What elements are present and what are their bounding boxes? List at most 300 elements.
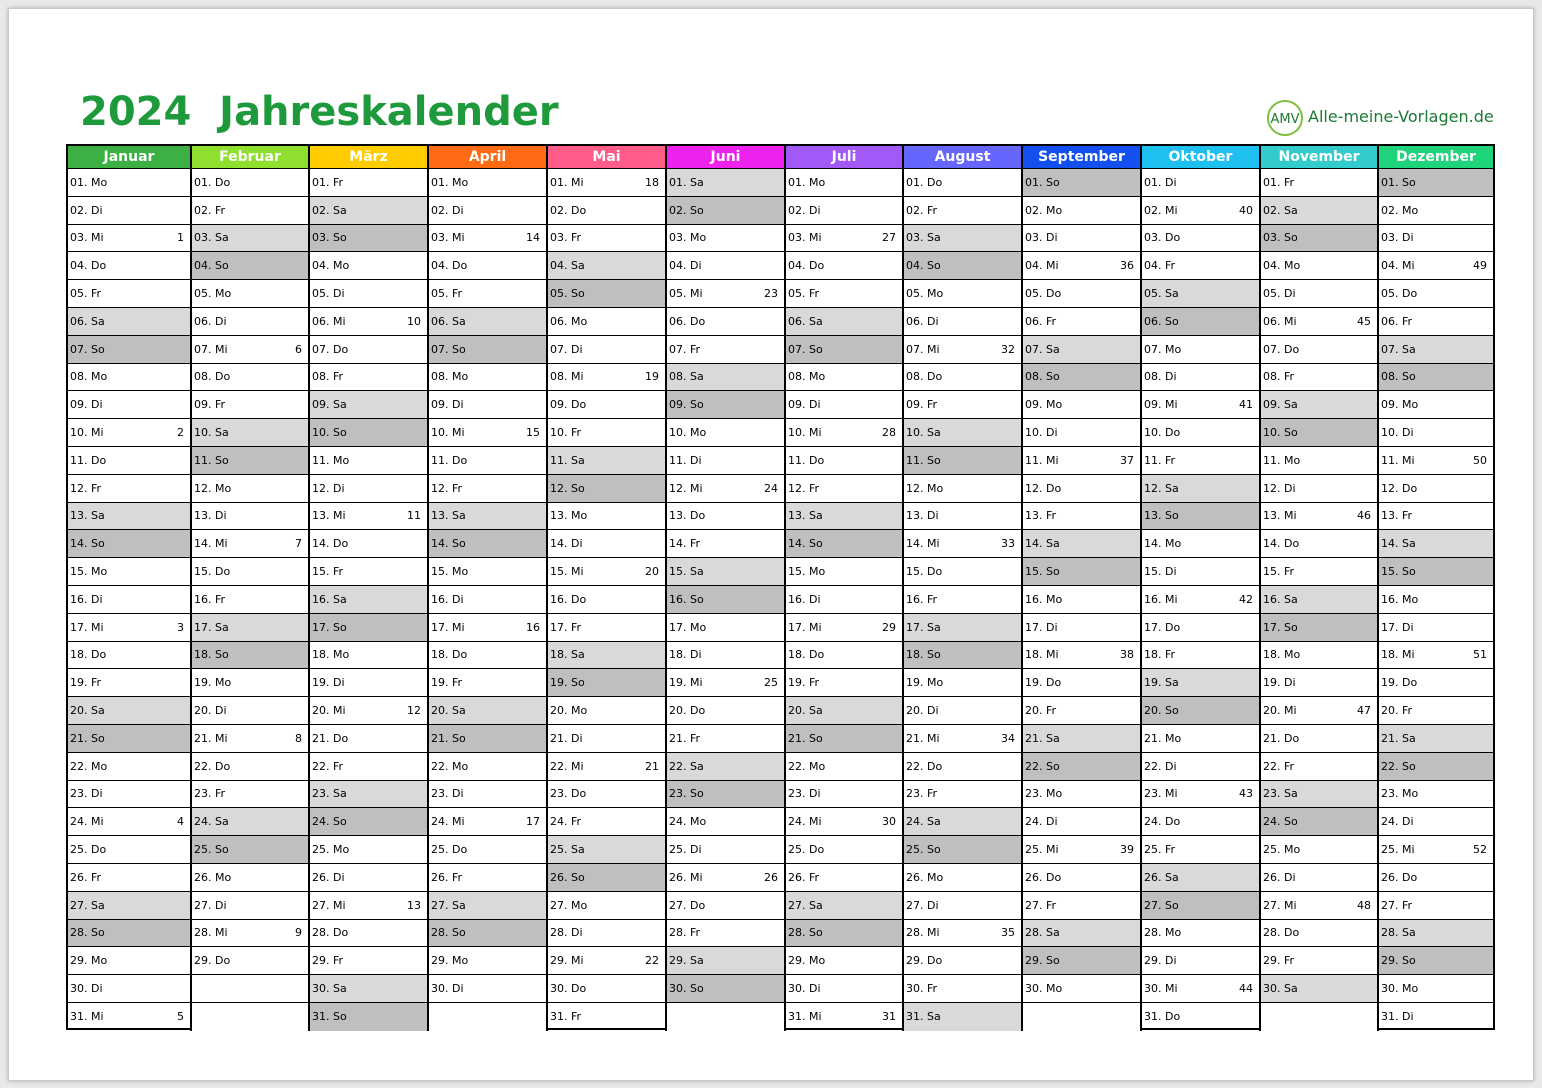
day-label: 16. Sa: [312, 592, 347, 606]
day-label: 06. Sa: [431, 314, 466, 328]
day-cell: [786, 836, 902, 864]
day-cell: [192, 391, 308, 419]
day-cell: [548, 558, 665, 586]
day-cell: [1261, 308, 1377, 336]
day-label: 15. Mo: [70, 565, 108, 579]
day-label: 21. Sa: [1381, 731, 1416, 745]
week-number: 9: [295, 926, 302, 940]
day-label: 08. Di: [1144, 370, 1177, 384]
day-label: 08. So: [1381, 370, 1416, 384]
day-cell: [548, 781, 665, 809]
day-cell: [429, 725, 546, 753]
day-label: 04. Mi: [1381, 259, 1415, 273]
day-cell: [1261, 364, 1377, 392]
day-label: 29. Do: [194, 954, 231, 968]
day-cell: [548, 391, 665, 419]
day-cell: [904, 836, 1021, 864]
day-cell: [1261, 697, 1377, 725]
day-label: 02. Sa: [1263, 203, 1298, 217]
day-cell: [429, 586, 546, 614]
day-cell: [1023, 975, 1140, 1003]
day-cell: [1142, 642, 1259, 670]
day-label: 21. Sa: [1025, 731, 1060, 745]
day-label: 06. Fr: [1381, 314, 1413, 328]
day-label: 15. Fr: [1263, 565, 1295, 579]
day-cell: [429, 197, 546, 225]
day-label: 10. Mo: [669, 426, 707, 440]
day-cell: [68, 892, 190, 920]
day-label: 21. Fr: [669, 731, 701, 745]
day-label: 18. Mo: [312, 648, 350, 662]
day-label: 07. Mi: [194, 342, 228, 356]
day-cell: [667, 864, 784, 892]
day-label: 14. So: [788, 537, 823, 551]
day-cell: [1142, 725, 1259, 753]
day-cell: [1379, 808, 1493, 836]
day-label: 27. Di: [906, 898, 939, 912]
day-label: 26. Di: [312, 870, 345, 884]
day-cell: [1142, 225, 1259, 253]
day-cell: [1379, 725, 1493, 753]
day-cell: [548, 364, 665, 392]
day-cell: [904, 920, 1021, 948]
day-cell: [548, 586, 665, 614]
day-label: 24. Di: [1381, 815, 1414, 829]
day-cell: [548, 530, 665, 558]
day-label: 15. Fr: [312, 565, 344, 579]
day-cell: [1379, 503, 1493, 531]
day-cell: [1142, 252, 1259, 280]
day-label: 25. Do: [70, 843, 107, 857]
day-label: 15. So: [1025, 565, 1060, 579]
day-cell: [192, 614, 308, 642]
day-label: 19. Fr: [788, 676, 820, 690]
day-label: 28. Mi: [194, 926, 228, 940]
month-header: August: [904, 146, 1021, 169]
day-label: 27. Mi: [1263, 898, 1297, 912]
week-number: 47: [1357, 704, 1371, 718]
month-column-juni: [665, 146, 784, 1031]
day-label: 14. Mi: [906, 537, 940, 551]
day-cell: [68, 419, 190, 447]
day-label: 11. Di: [669, 453, 702, 467]
day-label: 20. Sa: [70, 704, 105, 718]
day-cell: [429, 336, 546, 364]
week-number: 32: [1001, 342, 1015, 356]
day-label: 26. Mo: [194, 870, 232, 884]
day-label: 08. Fr: [1263, 370, 1295, 384]
day-label: 14. Di: [550, 537, 583, 551]
day-label: 08. Mo: [431, 370, 469, 384]
day-label: 09. Sa: [1263, 398, 1298, 412]
day-label: 03. Fr: [550, 231, 582, 245]
day-label: 31. Sa: [906, 1010, 941, 1024]
day-label: 11. Mi: [1025, 453, 1059, 467]
day-label: 28. Sa: [1025, 926, 1060, 940]
day-cell: [667, 808, 784, 836]
day-cell: [904, 614, 1021, 642]
day-cell: [310, 781, 427, 809]
day-label: 13. Fr: [1025, 509, 1057, 523]
day-cell: [667, 920, 784, 948]
day-cell: [429, 753, 546, 781]
day-cell: [192, 475, 308, 503]
day-label: 10. Sa: [906, 426, 941, 440]
day-label: 28. Mo: [1144, 926, 1182, 940]
day-label: 10. Mi: [70, 426, 104, 440]
day-label: 03. Mi: [70, 231, 104, 245]
day-cell: [904, 586, 1021, 614]
day-cell: [1379, 252, 1493, 280]
day-cell: [1379, 586, 1493, 614]
day-cell: [667, 836, 784, 864]
day-label: 05. Fr: [788, 287, 820, 301]
day-label: 31. Mi: [788, 1010, 822, 1024]
day-label: 24. Sa: [906, 815, 941, 829]
day-cell: [310, 225, 427, 253]
day-label: 12. Mo: [906, 481, 944, 495]
day-label: 27. Mo: [550, 898, 588, 912]
day-cell: [429, 669, 546, 697]
day-label: 02. So: [669, 203, 704, 217]
day-label: 27. Sa: [788, 898, 823, 912]
day-label: 19. Di: [1263, 676, 1296, 690]
day-label: 02. Fr: [906, 203, 938, 217]
day-cell: [548, 947, 665, 975]
day-cell: [1379, 225, 1493, 253]
day-label: 01. Sa: [669, 175, 704, 189]
day-label: 17. Fr: [550, 620, 582, 634]
day-label: 21. So: [431, 731, 466, 745]
day-cell: [786, 419, 902, 447]
week-number: 23: [764, 287, 778, 301]
day-label: 26. Fr: [788, 870, 820, 884]
day-cell: [1379, 892, 1493, 920]
day-label: 25. Do: [431, 843, 468, 857]
day-label: 17. Di: [1381, 620, 1414, 634]
day-label: 08. Do: [194, 370, 231, 384]
day-cell: [548, 697, 665, 725]
day-label: 28. So: [70, 926, 105, 940]
day-cell: [68, 781, 190, 809]
day-cell: [429, 280, 546, 308]
day-cell: [904, 642, 1021, 670]
day-cell: [1142, 947, 1259, 975]
week-number: 51: [1473, 648, 1487, 662]
empty-cell: [429, 1003, 546, 1031]
day-label: 05. Fr: [431, 287, 463, 301]
day-cell: [667, 225, 784, 253]
day-cell: [1023, 642, 1140, 670]
day-cell: [548, 419, 665, 447]
day-label: 19. Mo: [906, 676, 944, 690]
day-cell: [310, 669, 427, 697]
day-cell: [904, 1003, 1021, 1031]
day-label: 07. Mi: [906, 342, 940, 356]
day-cell: [1261, 975, 1377, 1003]
day-cell: [1142, 419, 1259, 447]
day-cell: [310, 753, 427, 781]
day-cell: [904, 947, 1021, 975]
day-cell: [548, 475, 665, 503]
day-cell: [1379, 530, 1493, 558]
day-label: 26. Fr: [70, 870, 102, 884]
day-label: 31. Di: [1381, 1010, 1414, 1024]
day-cell: [1142, 836, 1259, 864]
day-label: 28. Sa: [1381, 926, 1416, 940]
day-cell: [429, 642, 546, 670]
day-label: 11. Sa: [550, 453, 585, 467]
day-label: 06. Di: [194, 314, 227, 328]
day-label: 13. Mi: [312, 509, 346, 523]
day-cell: [429, 169, 546, 197]
day-label: 18. So: [906, 648, 941, 662]
day-cell: [1379, 697, 1493, 725]
day-cell: [192, 169, 308, 197]
day-cell: [1379, 614, 1493, 642]
week-number: 24: [764, 481, 778, 495]
day-cell: [667, 753, 784, 781]
day-cell: [429, 808, 546, 836]
day-cell: [192, 364, 308, 392]
day-cell: [1023, 197, 1140, 225]
day-cell: [310, 558, 427, 586]
day-cell: [192, 225, 308, 253]
day-label: 04. Do: [788, 259, 825, 273]
day-label: 20. Mo: [550, 704, 588, 718]
week-number: 15: [526, 426, 540, 440]
day-label: 28. Do: [1263, 926, 1300, 940]
day-label: 05. Di: [312, 287, 345, 301]
week-number: 4: [177, 815, 184, 829]
day-label: 23. Mo: [1381, 787, 1419, 801]
day-label: 19. Mi: [669, 676, 703, 690]
day-cell: [1142, 503, 1259, 531]
day-cell: [1023, 920, 1140, 948]
day-label: 14. Do: [1263, 537, 1300, 551]
day-cell: [1261, 197, 1377, 225]
day-cell: [310, 697, 427, 725]
day-cell: [667, 503, 784, 531]
day-label: 12. Do: [1025, 481, 1062, 495]
week-number: 44: [1239, 982, 1253, 995]
day-label: 02. Di: [431, 203, 464, 217]
site-logo: [1265, 99, 1495, 137]
day-cell: [68, 447, 190, 475]
day-cell: [1379, 642, 1493, 670]
day-label: 24. Mi: [788, 815, 822, 829]
day-label: 20. Fr: [1381, 704, 1413, 718]
day-cell: [310, 475, 427, 503]
week-number: 18: [645, 175, 659, 189]
day-label: 27. Fr: [1025, 898, 1057, 912]
day-label: 17. So: [312, 620, 347, 634]
day-label: 24. Mi: [70, 815, 104, 829]
day-cell: [667, 252, 784, 280]
day-label: 11. Mi: [1381, 453, 1415, 467]
day-cell: [310, 419, 427, 447]
day-label: 05. So: [550, 287, 585, 301]
day-cell: [1142, 975, 1259, 1003]
month-header: März: [310, 146, 427, 169]
day-label: 31. Mi: [70, 1010, 104, 1024]
day-label: 29. Mi: [550, 954, 584, 968]
day-label: 04. Do: [70, 259, 107, 273]
month-header: November: [1261, 146, 1377, 169]
day-label: 26. So: [550, 870, 585, 884]
day-cell: [1261, 947, 1377, 975]
day-cell: [1142, 920, 1259, 948]
day-label: 07. Sa: [1381, 342, 1416, 356]
day-cell: [904, 391, 1021, 419]
day-cell: [786, 642, 902, 670]
day-cell: [192, 308, 308, 336]
day-label: 23. Di: [431, 787, 464, 801]
day-label: 02. Mi: [1144, 203, 1178, 217]
day-cell: [904, 753, 1021, 781]
day-label: 12. Di: [1263, 481, 1296, 495]
day-label: 07. So: [431, 342, 466, 356]
day-label: 01. Mi: [550, 175, 584, 189]
day-label: 01. Di: [1144, 175, 1177, 189]
day-cell: [786, 558, 902, 586]
day-label: 19. Do: [1381, 676, 1418, 690]
day-label: 12. Di: [312, 481, 345, 495]
day-cell: [667, 447, 784, 475]
day-label: 09. Di: [431, 398, 464, 412]
day-cell: [1142, 586, 1259, 614]
day-label: 26. Sa: [1144, 870, 1179, 884]
day-cell: [68, 920, 190, 948]
day-cell: [1379, 558, 1493, 586]
day-cell: [667, 892, 784, 920]
day-cell: [310, 920, 427, 948]
week-number: 16: [526, 620, 540, 634]
day-cell: [429, 975, 546, 1003]
day-label: 05. Do: [1381, 287, 1418, 301]
day-cell: [310, 503, 427, 531]
day-cell: [1142, 1003, 1259, 1031]
day-label: 01. Fr: [312, 175, 344, 189]
week-number: 34: [1001, 731, 1015, 745]
day-label: 16. Di: [70, 592, 103, 606]
day-cell: [192, 836, 308, 864]
day-label: 03. Sa: [194, 231, 229, 245]
day-label: 07. Sa: [1025, 342, 1060, 356]
day-label: 06. Fr: [1025, 314, 1057, 328]
day-cell: [904, 808, 1021, 836]
day-cell: [1142, 753, 1259, 781]
day-label: 13. Fr: [1381, 509, 1413, 523]
day-cell: [310, 947, 427, 975]
week-number: 38: [1120, 648, 1134, 662]
day-label: 03. Di: [1381, 231, 1414, 245]
day-cell: [548, 308, 665, 336]
day-label: 18. So: [194, 648, 229, 662]
day-cell: [667, 169, 784, 197]
day-label: 21. So: [788, 731, 823, 745]
day-label: 09. Sa: [312, 398, 347, 412]
day-label: 05. Do: [1025, 287, 1062, 301]
day-label: 11. So: [906, 453, 941, 467]
month-column-april: [427, 146, 546, 1031]
day-label: 03. Mo: [669, 231, 707, 245]
day-cell: [904, 781, 1021, 809]
day-label: 02. Sa: [312, 203, 347, 217]
day-label: 17. Mi: [70, 620, 104, 634]
day-cell: [904, 475, 1021, 503]
day-cell: [1379, 1003, 1493, 1031]
day-label: 29. Mo: [431, 954, 469, 968]
month-header: Dezember: [1379, 146, 1493, 169]
day-label: 03. Mi: [788, 231, 822, 245]
day-cell: [1142, 864, 1259, 892]
day-cell: [667, 364, 784, 392]
day-label: 13. Do: [669, 509, 706, 523]
day-label: 23. Sa: [1263, 787, 1298, 801]
day-cell: [548, 614, 665, 642]
day-cell: [310, 197, 427, 225]
day-label: 23. Fr: [194, 787, 226, 801]
day-label: 30. Di: [70, 982, 103, 995]
day-cell: [1023, 808, 1140, 836]
day-label: 30. Fr: [906, 982, 938, 995]
day-label: 03. Mi: [431, 231, 465, 245]
day-label: 28. Di: [550, 926, 583, 940]
week-number: 11: [407, 509, 421, 523]
day-cell: [786, 725, 902, 753]
day-cell: [192, 947, 308, 975]
day-label: 30. Mi: [1144, 982, 1178, 995]
day-label: 22. Fr: [312, 759, 344, 773]
day-cell: [192, 280, 308, 308]
day-cell: [904, 280, 1021, 308]
day-label: 16. Fr: [194, 592, 226, 606]
day-label: 22. Mo: [431, 759, 469, 773]
day-label: 04. So: [906, 259, 941, 273]
day-cell: [1261, 169, 1377, 197]
day-label: 02. Fr: [194, 203, 226, 217]
day-label: 25. Do: [788, 843, 825, 857]
day-label: 01. So: [1381, 175, 1416, 189]
day-cell: [548, 225, 665, 253]
day-label: 13. Sa: [70, 509, 105, 523]
day-label: 25. Fr: [1144, 843, 1176, 857]
day-cell: [548, 447, 665, 475]
day-label: 25. Di: [669, 843, 702, 857]
day-cell: [192, 753, 308, 781]
day-cell: [192, 503, 308, 531]
day-label: 30. Mo: [1381, 982, 1419, 995]
day-cell: [1261, 447, 1377, 475]
day-cell: [786, 920, 902, 948]
day-cell: [1142, 169, 1259, 197]
day-cell: [1023, 892, 1140, 920]
day-label: 26. Mi: [669, 870, 703, 884]
day-label: 19. Fr: [70, 676, 102, 690]
day-label: 16. Mo: [1381, 592, 1419, 606]
day-cell: [192, 920, 308, 948]
day-cell: [68, 864, 190, 892]
day-cell: [1261, 725, 1377, 753]
day-label: 16. Mo: [1025, 592, 1063, 606]
day-cell: [904, 697, 1021, 725]
week-number: 30: [882, 815, 896, 829]
day-label: 09. Di: [70, 398, 103, 412]
day-label: 09. Do: [550, 398, 587, 412]
week-number: 42: [1239, 592, 1253, 606]
day-label: 03. Di: [1025, 231, 1058, 245]
